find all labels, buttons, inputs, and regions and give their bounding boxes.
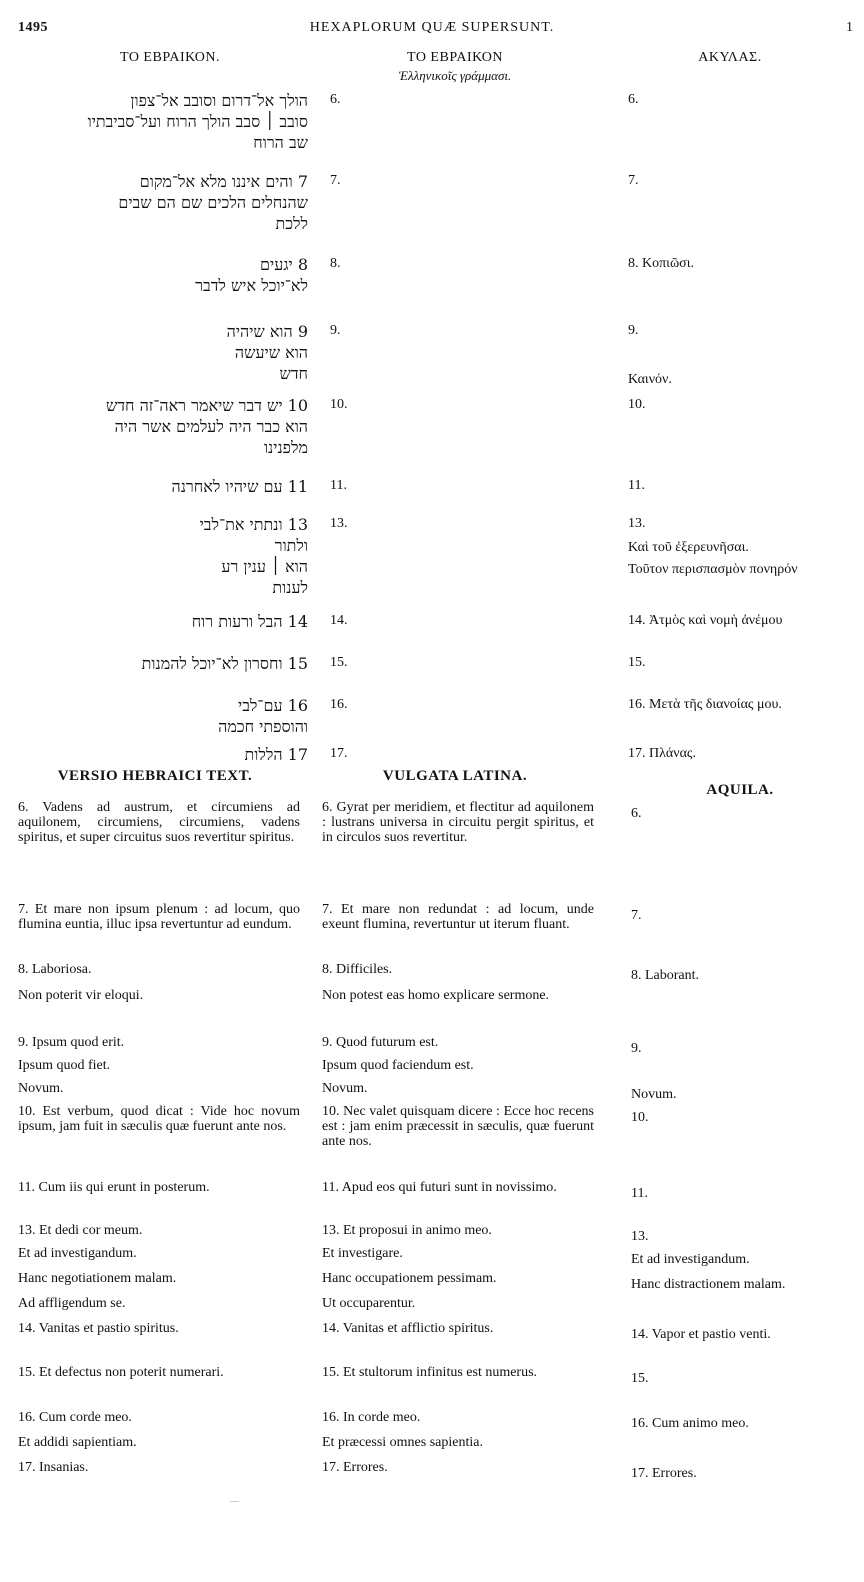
greek-letters-verse-number: 11. [330, 478, 347, 493]
hebrew-line: שב הרוח [253, 133, 308, 152]
hebrew-line: 17 הללות [244, 745, 308, 764]
versio-hebraici-text: Et ad investigandum. [18, 1246, 137, 1261]
hebrew-line: ולתור [274, 536, 308, 555]
aquila-greek-verse: 16. Μετὰ τῆς διανοίας μου. [628, 697, 782, 712]
aquila-latin-text: 15. [631, 1371, 649, 1386]
hebrew-line: 16 עם־לבי [238, 696, 308, 715]
versio-hebraici-text: 7. Et mare non ipsum plenum : ad locum, quo flumina euntia, illuc ipsa revertuntur ad eundum. [18, 902, 300, 932]
versio-hebraici-text: 10. Est verbum, quod dicat : Vide hoc novum ipsum, jam fuit in sæculis quæ fuerunt ante nos. [18, 1104, 300, 1134]
versio-hebraici-text: 13. Et dedi cor meum. [18, 1223, 143, 1238]
vulgata-latina-text: 16. In corde meo. [322, 1410, 421, 1425]
page-number: 1495 [18, 20, 48, 35]
aquila-latin-text: 9. [631, 1041, 642, 1056]
versio-hebraici-text: Ad affligendum se. [18, 1296, 126, 1311]
vulgata-latina-text: 7. Et mare non redundat : ad locum, unde exeunt flumina, revertuntur ut iterum fluant. [322, 902, 594, 932]
section-heading-versio: VERSIO HEBRAICI TEXT. [57, 768, 253, 784]
vulgata-latina-text: 6. Gyrat per meridiem, et flectitur ad aquilonem : lustrans universa in circuitu pergit spiritus, et in circulos suos revertitur. [322, 800, 594, 845]
hebrew-verse [8, 695, 308, 737]
hebrew-verse [8, 395, 308, 458]
hebrew-line: 8 יגעים [260, 255, 308, 274]
vulgata-latina-text: Et investigare. [322, 1246, 403, 1261]
versio-hebraici-text: 6. Vadens ad austrum, et circumiens ad aquilonem, circumiens, circumiens, vadens spiritus, et super circuitus suos revertitur spiritus. [18, 800, 300, 845]
aquila-latin-text: Novum. [631, 1087, 677, 1102]
hebrew-verse [8, 653, 308, 674]
vulgata-latina-text: Hanc occupationem pessimam. [322, 1271, 497, 1286]
vulgata-latina-text: Novum. [322, 1081, 368, 1096]
aquila-latin-text: 7. [631, 908, 642, 923]
versio-hebraici-text: 11. Cum iis qui erunt in posterum. [18, 1180, 210, 1195]
hebrew-verse [8, 254, 308, 296]
vulgata-latina-text: 17. Errores. [322, 1460, 388, 1475]
hebrew-verse [8, 514, 308, 598]
greek-letters-verse-number: 6. [330, 92, 341, 107]
hebrew-verse [8, 611, 308, 632]
versio-hebraici-text: Ipsum quod fiet. [18, 1058, 111, 1073]
vulgata-latina-text: 15. Et stultorum infinitus est numerus. [322, 1365, 538, 1380]
versio-hebraici-text: 9. Ipsum quod erit. [18, 1035, 125, 1050]
hebrew-line: לא־יוכל איש לדבר [195, 276, 308, 295]
hebrew-line: 15 וחסרון לא־יוכל להמנות [141, 654, 308, 673]
hebrew-verse [8, 476, 308, 497]
vulgata-latina-text: 13. Et proposui in animo meo. [322, 1223, 492, 1238]
vulgata-latina-text: 8. Difficiles. [322, 962, 393, 977]
vulgata-latina-text: Non potest eas homo explicare sermone. [322, 988, 550, 1003]
aquila-greek-line: Τοῦτον περισπασμὸν πονηρόν [628, 562, 798, 577]
aquila-latin-text: 13. [631, 1229, 649, 1244]
versio-hebraici-text: Novum. [18, 1081, 64, 1096]
column-heading-aquila: ΑΚΥΛΑΣ. [698, 50, 762, 65]
greek-letters-verse-number: 14. [330, 613, 348, 628]
column-heading-hebrew: ΤΟ ΕΒΡΑΙΚΟΝ. [120, 50, 220, 65]
hebrew-line: חדש [279, 364, 308, 383]
hebrew-line: הולך אל־דרום וסובב אל־צפון [130, 91, 308, 110]
versio-hebraici-text: Et addidi sapientiam. [18, 1435, 137, 1450]
hebrew-verse [8, 171, 308, 234]
greek-letters-verse-number: 8. [330, 256, 341, 271]
aquila-latin-text: 6. [631, 806, 642, 821]
aquila-latin-text: 8. Laborant. [631, 968, 700, 983]
aquila-greek-verse: 6. [628, 92, 639, 107]
vulgata-latina-text: Ut occuparentur. [322, 1296, 416, 1311]
hebrew-line: הוא שיעשה [234, 343, 308, 362]
vulgata-latina-text: Ipsum quod faciendum est. [322, 1058, 474, 1073]
aquila-latin-text: 11. [631, 1186, 648, 1201]
greek-letters-verse-number: 10. [330, 397, 348, 412]
hebrew-verse [8, 744, 308, 765]
section-heading-aquila-latin: AQUILA. [706, 782, 774, 798]
greek-letters-verse-number: 17. [330, 746, 348, 761]
hebrew-line: לענות [272, 578, 308, 597]
versio-hebraici-text: 16. Cum corde meo. [18, 1410, 132, 1425]
aquila-greek-verse: 10. [628, 397, 646, 412]
footer-mark: ― [230, 1496, 239, 1506]
hebrew-line: 11 עם שיהיו לאחרנה [171, 477, 308, 496]
hebrew-verse [8, 90, 308, 153]
greek-letters-verse-number: 9. [330, 323, 341, 338]
versio-hebraici-text: Non poterit vir eloqui. [18, 988, 144, 1003]
aquila-greek-verse: 13. [628, 516, 646, 531]
vulgata-latina-text: 14. Vanitas et afflictio spiritus. [322, 1321, 494, 1336]
aquila-greek-verse: 7. [628, 173, 639, 188]
vulgata-latina-text: Et præcessi omnes sapientia. [322, 1435, 483, 1450]
versio-hebraici-text: 8. Laboriosa. [18, 962, 92, 977]
aquila-latin-text: 16. Cum animo meo. [631, 1416, 749, 1431]
aquila-greek-line: Καινόν. [628, 372, 672, 387]
aquila-latin-text: 17. Errores. [631, 1466, 697, 1481]
hebrew-line: שהנחלים הלכים שם הם שבים [118, 193, 308, 212]
aquila-greek-verse: 15. [628, 655, 646, 670]
versio-hebraici-text: 15. Et defectus non poterit numerari. [18, 1365, 224, 1380]
aquila-greek-verse: 9. [628, 323, 639, 338]
hebrew-line: מלפנינו [263, 438, 308, 457]
greek-letters-verse-number: 7. [330, 173, 341, 188]
aquila-latin-text: 10. [631, 1110, 649, 1125]
hebrew-line: ללכת [275, 214, 308, 233]
running-title: HEXAPLORUM QUÆ SUPERSUNT. [309, 20, 555, 35]
hebrew-verse [8, 321, 308, 384]
vulgata-latina-text: 11. Apud eos qui futuri sunt in novissimo. [322, 1180, 557, 1195]
hebrew-line: 13 ונתתי את־לבי [199, 515, 308, 534]
versio-hebraici-text: 17. Insanias. [18, 1460, 89, 1475]
vulgata-latina-text: 10. Nec valet quisquam dicere : Ecce hoc recens est : jam enim præcessit in sæculis, quæ fuerunt ante nos. [322, 1104, 594, 1149]
aquila-latin-text: Et ad investigandum. [631, 1252, 750, 1267]
greek-letters-verse-number: 13. [330, 516, 348, 531]
hebrew-line: 10 יש דבר שיאמר ראה־זה חדש [106, 396, 308, 415]
hebrew-line: הוא ׀ ענין רע [221, 557, 308, 576]
hebrew-line: והוספתי חכמה [218, 717, 308, 736]
aquila-greek-verse: 14. Ἀτμὸς καὶ νομὴ ἀνέμου [628, 613, 783, 628]
hebrew-line: 7 והים איננו מלא אל־מקום [139, 172, 308, 191]
column-subheading-greek-letters: Ἑλληνικοῖς γράμμασι. [398, 68, 512, 83]
vulgata-latina-text: 9. Quod futurum est. [322, 1035, 439, 1050]
hebrew-line: 14 הבל ורעות רוח [191, 612, 308, 631]
versio-hebraici-text: 14. Vanitas et pastio spiritus. [18, 1321, 179, 1336]
greek-letters-verse-number: 16. [330, 697, 348, 712]
aquila-greek-line: Καὶ τοῦ ἐξερευνῆσαι. [628, 540, 749, 555]
aquila-latin-text: 14. Vapor et pastio venti. [631, 1327, 771, 1342]
page-right-mark: 1 [846, 20, 854, 35]
column-heading-greek-letters: ΤΟ ΕΒΡΑΙΚΟΝ [407, 50, 503, 65]
aquila-greek-verse: 11. [628, 478, 645, 493]
aquila-greek-verse: 17. Πλάνας. [628, 746, 696, 761]
hebrew-line: סובב ׀ סבב הולך הרוח ועל־סביבתיו [87, 112, 308, 131]
section-heading-vulgata: VULGATA LATINA. [382, 768, 528, 784]
hebrew-line: הוא כבר היה לעלמים אשר היה [114, 417, 308, 436]
versio-hebraici-text: Hanc negotiationem malam. [18, 1271, 177, 1286]
hebrew-line: 9 הוא שיהיה [226, 322, 308, 341]
aquila-greek-verse: 8. Κοπιῶσι. [628, 256, 694, 271]
aquila-latin-text: Hanc distractionem malam. [631, 1277, 786, 1292]
greek-letters-verse-number: 15. [330, 655, 348, 670]
